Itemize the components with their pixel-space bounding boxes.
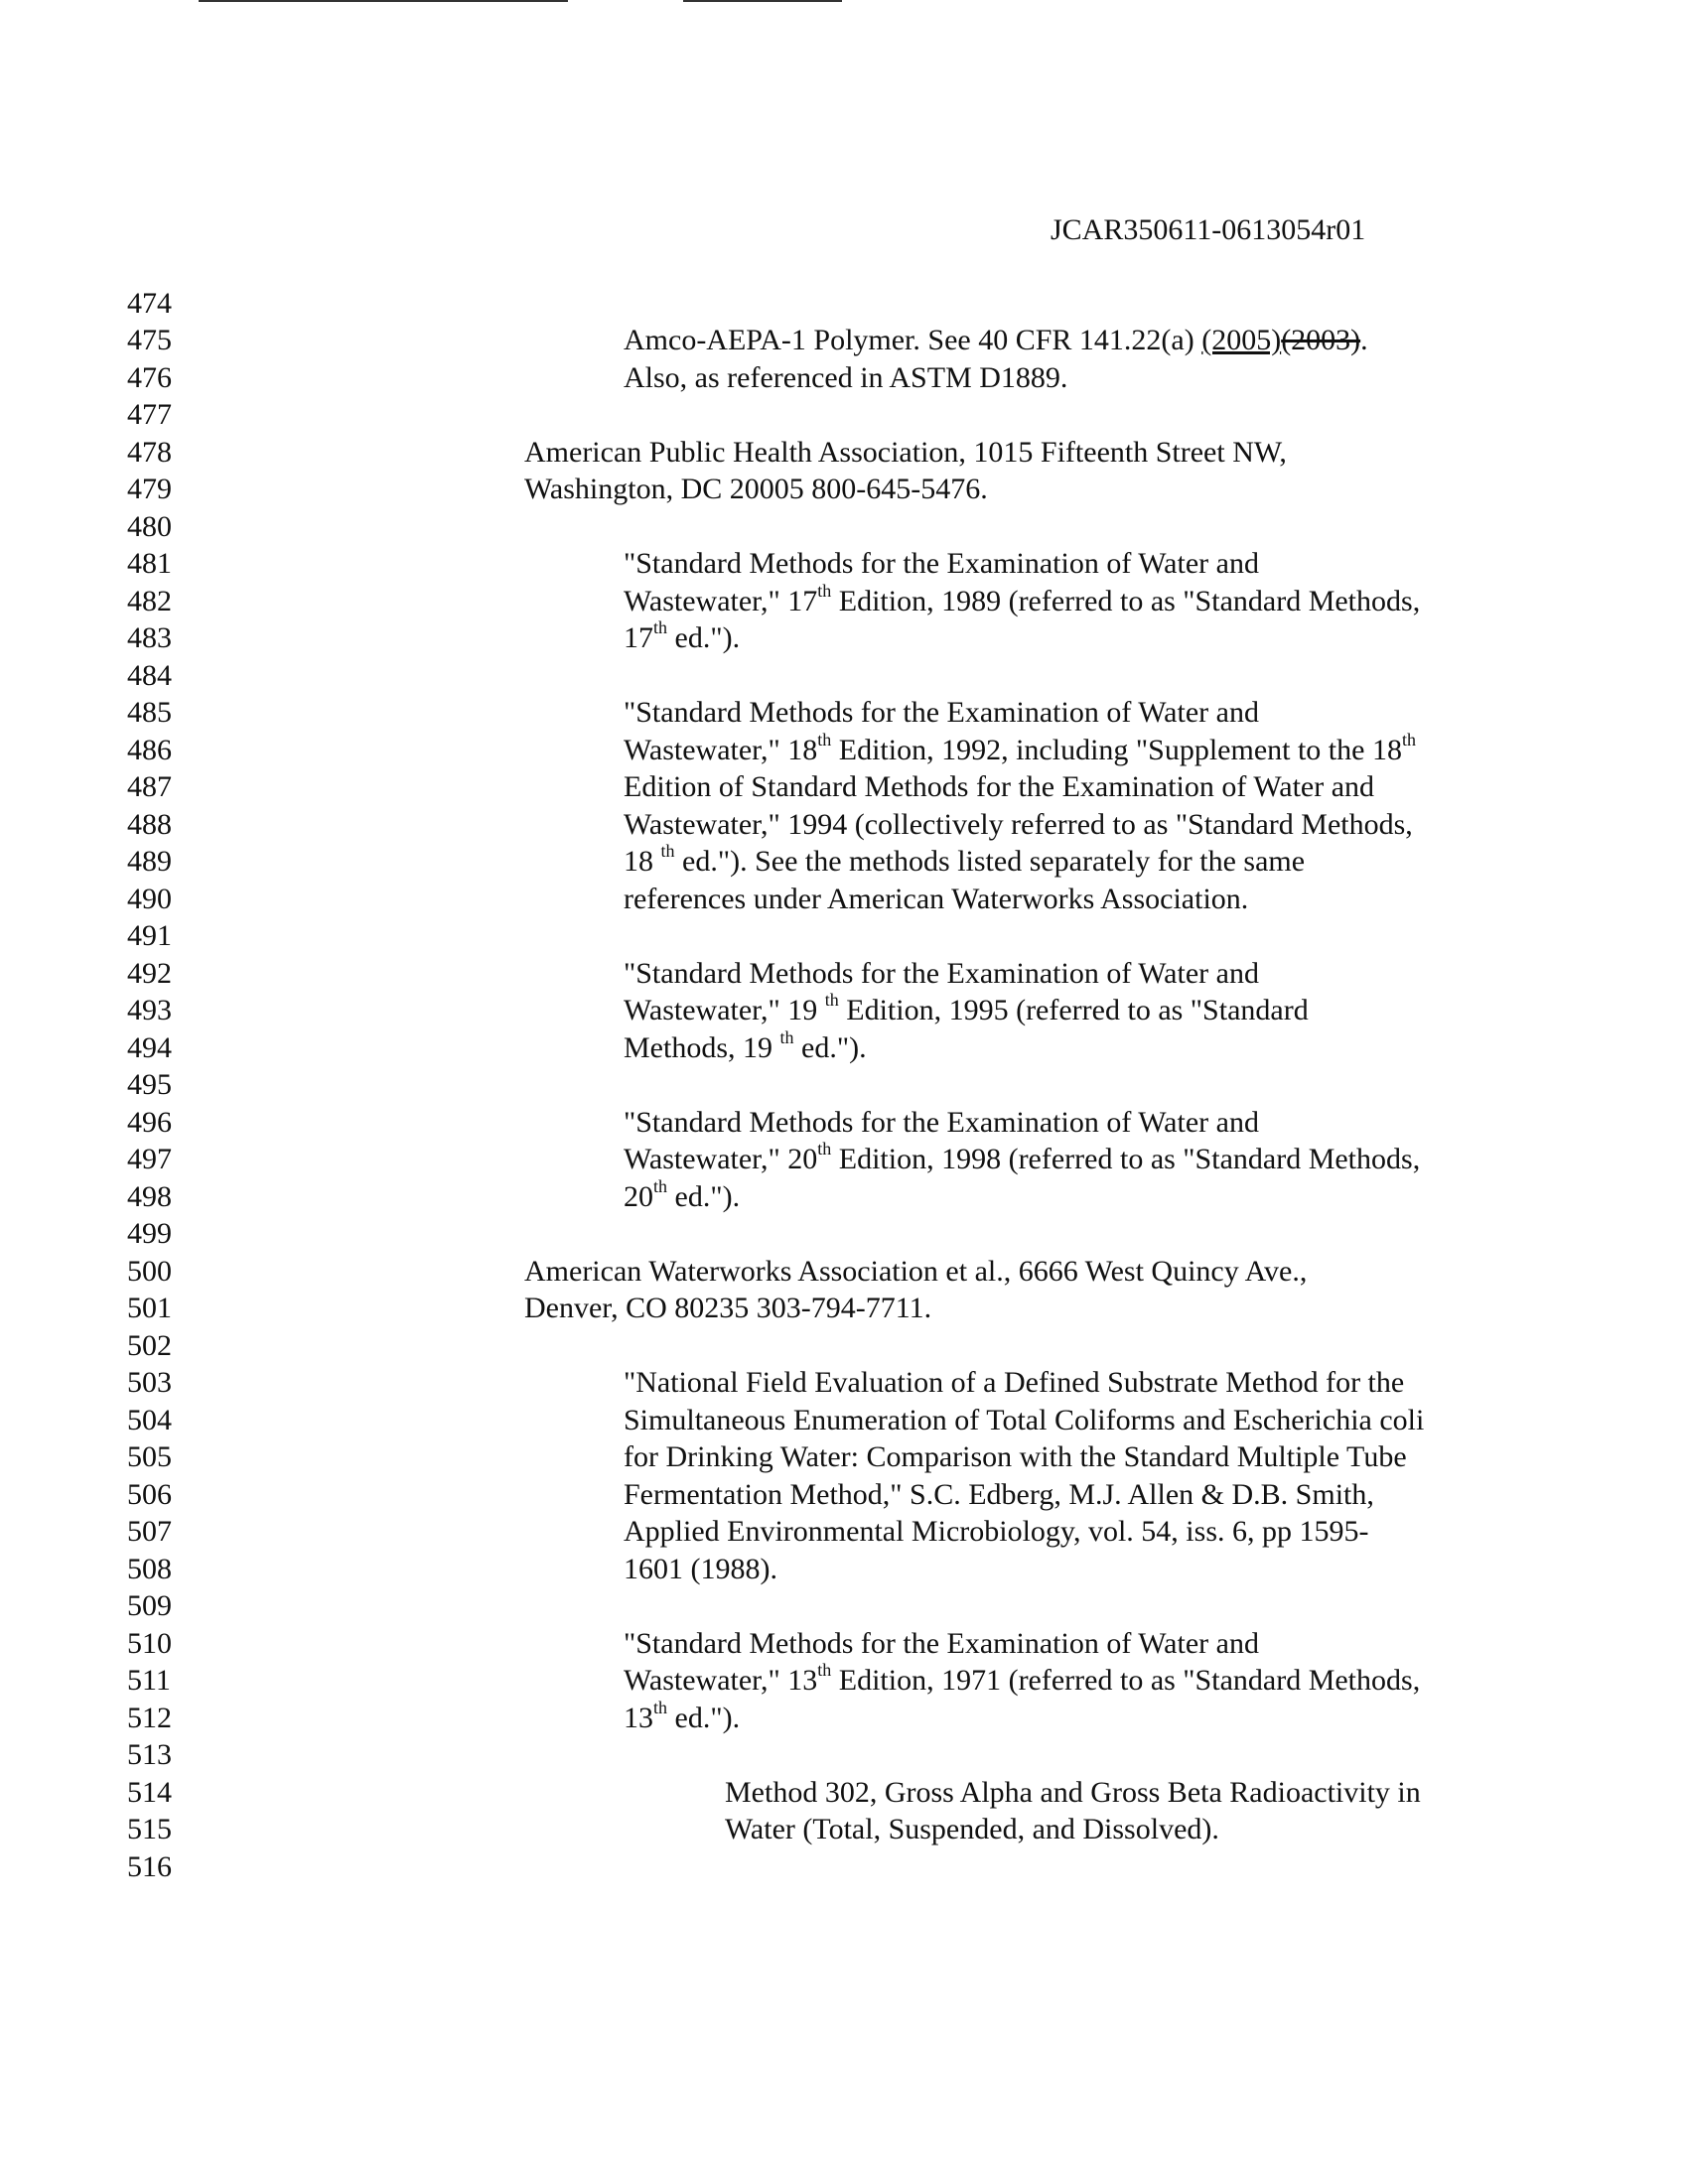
line-number: 501 [127,1292,172,1324]
text-fragment: ed."). See the methods listed separately for the same [674,845,1306,878]
text-line: Washington, DC 20005 800-645-5476. [524,473,988,505]
text-line [624,730,1416,768]
line-number: 492 [127,957,172,990]
text-line: Simultaneous Enumeration of Total Coliforms and Escherichia coli [624,1404,1425,1436]
text-line: Denver, CO 80235 303-794-7711. [524,1292,932,1324]
superscript: th [779,1027,794,1047]
text-line: "Standard Methods for the Examination of Water and [624,1106,1259,1139]
text-line [624,1139,1421,1177]
line-number: 475 [127,324,172,356]
document-id: JCAR350611-0613054r01 [1051,213,1366,246]
superscript: th [660,841,675,861]
text-line: 1601 (1988). [624,1553,777,1585]
inserted-text: (2005) [1201,324,1282,356]
line-number: 511 [127,1664,171,1697]
text-line [624,581,1421,619]
scan-artifact-line [199,0,568,2]
text-fragment: Edition, 1971 (referred to as "Standard Methods, [831,1664,1421,1697]
line-number: 479 [127,473,172,505]
line-number: 504 [127,1404,172,1436]
text-fragment: 17 [624,621,653,654]
line-number: 509 [127,1589,172,1622]
text-fragment: Wastewater," 13 [624,1664,818,1697]
text-fragment: Wastewater," 18 [624,734,818,766]
superscript: th [653,617,668,637]
text-line [624,1660,1421,1699]
text-line [624,841,1306,880]
text-line [624,617,741,656]
line-number: 496 [127,1106,172,1139]
line-number: 495 [127,1068,172,1101]
line-number: 485 [127,696,172,729]
line-number: 494 [127,1031,172,1064]
text-line: references under American Waterworks Association. [624,883,1249,915]
text-fragment: Methods, 19 [624,1031,780,1064]
line-number: 488 [127,808,172,841]
line-number: 502 [127,1329,172,1362]
text-line: "Standard Methods for the Examination of Water and [624,696,1259,729]
line-number: 484 [127,659,172,692]
superscript: th [653,1698,668,1717]
superscript: th [1401,730,1416,750]
line-number: 513 [127,1738,172,1771]
text-line: American Waterworks Association et al., 6666 West Quincy Ave., [524,1255,1308,1288]
text-line [624,990,1309,1028]
text-line: "Standard Methods for the Examination of Water and [624,547,1259,580]
text-line: Also, as referenced in ASTM D1889. [624,361,1068,394]
text-line: "National Field Evaluation of a Defined Substrate Method for the [624,1366,1405,1399]
superscript: th [817,1139,832,1159]
line-number: 508 [127,1553,172,1585]
line-number: 478 [127,436,172,469]
line-number: 482 [127,585,172,617]
text-fragment: ed."). [667,1180,741,1213]
superscript: th [653,1176,668,1196]
scan-artifact-line [683,0,842,2]
line-number: 507 [127,1515,172,1548]
text-line: Edition of Standard Methods for the Examination of Water and [624,770,1375,803]
line-number: 497 [127,1143,172,1175]
text-line: "Standard Methods for the Examination of Water and [624,957,1259,990]
text-line: Applied Environmental Microbiology, vol. 54, iss. 6, pp 1595- [624,1515,1369,1548]
line-number: 493 [127,994,172,1026]
superscript: th [817,581,832,601]
line-number: 480 [127,510,172,543]
superscript: th [824,990,839,1010]
line-number: 510 [127,1627,172,1660]
line-number: 477 [127,398,172,431]
text-fragment: Edition, 1992, including "Supplement to the 18 [831,734,1402,766]
line-number: 505 [127,1440,172,1473]
line-number: 512 [127,1702,172,1734]
line-number: 483 [127,621,172,654]
text-fragment: ed."). [793,1031,867,1064]
line-number: 476 [127,361,172,394]
text-line [624,1027,867,1066]
text-fragment: Wastewater," 19 [624,994,825,1026]
line-number: 489 [127,845,172,878]
text-fragment: ed."). [667,1702,741,1734]
text-fragment: Edition, 1995 (referred to as "Standard [838,994,1309,1026]
line-number: 474 [127,287,172,320]
text-line [624,1698,741,1736]
text-line: Fermentation Method," S.C. Edberg, M.J. Allen & D.B. Smith, [624,1478,1374,1511]
line-number: 499 [127,1217,172,1250]
line-number: 506 [127,1478,172,1511]
line-number: 486 [127,734,172,766]
text-fragment: Edition, 1989 (referred to as "Standard Methods, [831,585,1421,617]
line-number: 516 [127,1850,172,1883]
text-line: Method 302, Gross Alpha and Gross Beta Radioactivity in [725,1776,1421,1809]
text-fragment: ed."). [667,621,741,654]
line-number: 481 [127,547,172,580]
text-fragment: Amco-AEPA-1 Polymer. See 40 CFR 141.22(a) [624,324,1202,356]
text-line [624,1176,741,1215]
superscript: th [817,1660,832,1680]
line-number: 514 [127,1776,172,1809]
text-fragment: 13 [624,1702,653,1734]
line-number: 490 [127,883,172,915]
text-fragment: Edition, 1998 (referred to as "Standard Methods, [831,1143,1421,1175]
text-line: for Drinking Water: Comparison with the Standard Multiple Tube [624,1440,1407,1473]
line-number: 515 [127,1813,172,1845]
text-fragment: 20 [624,1180,653,1213]
superscript: th [817,730,832,750]
text-line: "Standard Methods for the Examination of Water and [624,1627,1259,1660]
text-fragment: Wastewater," 17 [624,585,818,617]
text-line [624,323,1368,358]
line-number: 487 [127,770,172,803]
line-number: 491 [127,919,172,952]
deleted-text: (2003) [1281,324,1361,356]
line-number: 503 [127,1366,172,1399]
text-line: Water (Total, Suspended, and Dissolved). [725,1813,1219,1845]
text-fragment: . [1360,324,1368,356]
text-fragment: Wastewater," 20 [624,1143,818,1175]
text-fragment: 18 [624,845,661,878]
text-line: American Public Health Association, 1015 Fifteenth Street NW, [524,436,1287,469]
line-number: 500 [127,1255,172,1288]
text-line: Wastewater," 1994 (collectively referred to as "Standard Methods, [624,808,1413,841]
line-number: 498 [127,1180,172,1213]
